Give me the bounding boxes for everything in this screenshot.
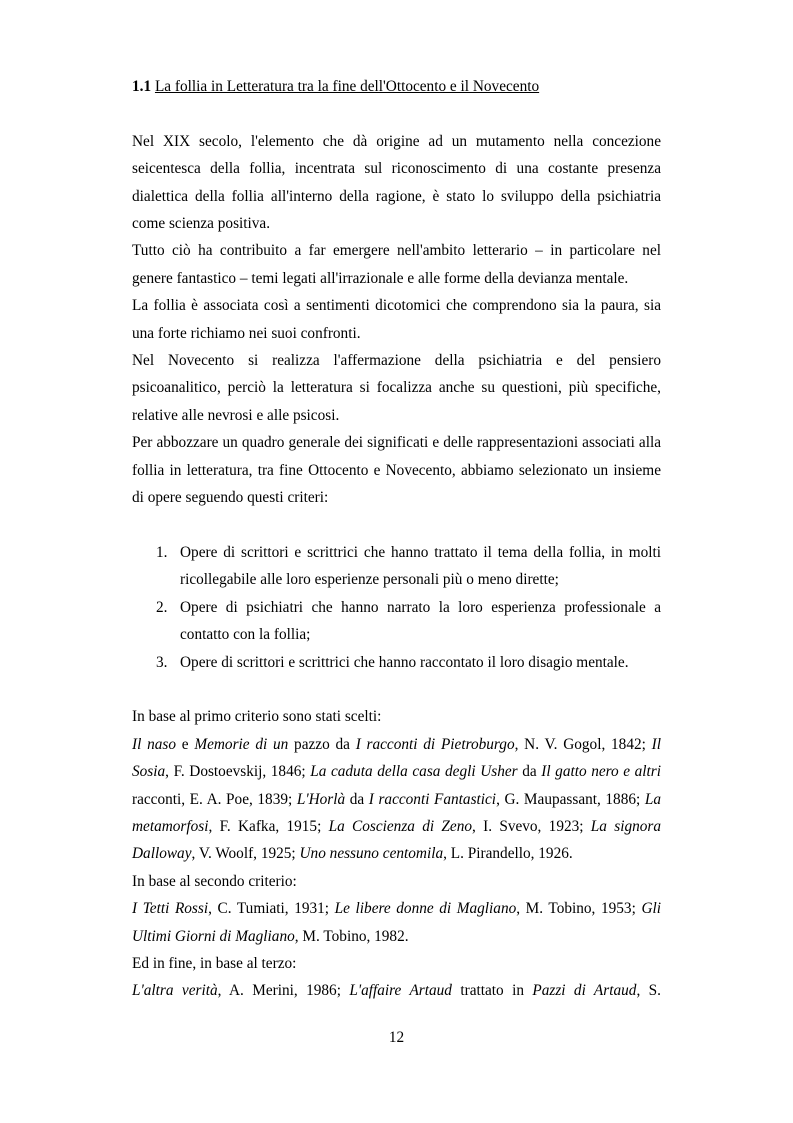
work-title: L'affaire Artaud [349, 982, 452, 1000]
list-item [132, 594, 661, 649]
citation-text: , M. Tobino, 1982. [294, 927, 409, 945]
citation-text: da [345, 790, 369, 808]
work-title: Uno nessuno centomila [299, 845, 444, 863]
citation-text: , I. Svevo, 1923; [472, 817, 591, 835]
paragraph: La follia è associata così a sentimenti dicotomici che comprendono sia la paura, sia una forte richiamo nei suoi confronti. [132, 297, 661, 342]
work-title: La metamorfosi [132, 790, 661, 835]
page-body [132, 73, 661, 1005]
citation-text: pazzo da [288, 735, 356, 753]
paragraph: Nel XIX secolo, l'elemento che dà origine ad un mutamento nella concezione seicentesca della follia, incentrata sul riconoscimento di una costante presenza dialettica della follia all'interno della ragione, è stato lo sviluppo della psichiatria come scienza positiva. [132, 132, 661, 233]
work-title: La caduta della casa degli Usher [310, 763, 518, 781]
citation-text: , C. Tumiati, 1931; [208, 900, 335, 918]
second-criterion-intro: In base al secondo criterio: [132, 872, 297, 890]
criteria-list [132, 539, 661, 676]
third-criterion-works [132, 977, 661, 1004]
paragraph: Per abbozzare un quadro generale dei significati e delle rappresentazioni associati alla follia in letteratura, tra fine Ottocento e Novecento, abbiamo selezionato un insieme di opere seguendo questi criteri: [132, 434, 661, 507]
first-criterion-intro: In base al primo criterio sono stati scelti: [132, 708, 382, 726]
citation-text: , V. Woolf, 1925; [191, 845, 300, 863]
spacer [132, 676, 661, 703]
list-text: Opere di psichiatri che hanno narrato la loro esperienza professionale a contatto con la follia; [180, 598, 661, 644]
list-text: Opere di scrittori e scrittrici che hanno raccontato il loro disagio mentale. [180, 653, 629, 671]
citation-text: racconti, E. A. Poe, 1839; [132, 790, 297, 808]
citation-text: , G. Maupassant, 1886; [496, 790, 645, 808]
second-criterion-works [132, 895, 661, 950]
work-title: Pazzi di Artaud [532, 982, 637, 1000]
work-title: Gli Ultimi Giorni di Magliano [132, 900, 661, 945]
citation-text: e [176, 735, 195, 753]
work-title: I racconti Fantastici [368, 790, 497, 808]
spacer [132, 511, 661, 538]
citation-text: , F. Dostoevskij, 1846; [165, 763, 311, 781]
spacer [132, 100, 661, 127]
list-number: 1. [156, 543, 168, 561]
first-criterion-works [132, 731, 661, 868]
list-item [132, 539, 661, 594]
work-title: I racconti di Pietroburgo [355, 735, 515, 753]
citation-text: , F. Kafka, 1915; [208, 817, 329, 835]
list-item [132, 649, 661, 676]
paragraph: Tutto ciò ha contribuito a far emergere nell'ambito letterario – in particolare nel genere fantastico – temi legati all'irrazionale e alle forme della devianza mentale. [132, 242, 661, 287]
citation-text: , A. Merini, 1986; [217, 982, 350, 1000]
section-number: 1.1 [132, 78, 152, 95]
work-title: La Coscienza di Zeno [328, 817, 472, 835]
citation-text: , L. Pirandello, 1926. [443, 845, 573, 863]
citation-text: , M. Tobino, 1953; [516, 900, 642, 918]
section-heading [132, 73, 661, 100]
list-number: 3. [156, 653, 168, 671]
work-title: Le libere donne di Magliano [334, 900, 517, 918]
work-title: Memorie di un [194, 735, 289, 753]
citation-text: da [517, 763, 542, 781]
paragraph: Nel Novecento si realizza l'affermazione della psichiatria e del pensiero psicoanalitico, perciò la letteratura si focalizza anche su questioni, più specifiche, relative alle nevrosi e alle psicosi. [132, 352, 661, 424]
list-text: Opere di scrittori e scrittrici che hanno trattato il tema della follia, in molti ricollegabile alle loro esperienze personali più o meno dirette; [180, 543, 661, 589]
work-title: L'Horlà [296, 790, 346, 808]
work-title: I Tetti Rossi [132, 900, 209, 918]
citation-text: , S. [636, 982, 661, 1000]
third-criterion-intro: Ed in fine, in base al terzo: [132, 954, 297, 972]
list-number: 2. [156, 598, 168, 616]
work-title: Il Sosia [132, 735, 661, 781]
page-number: 12 [388, 1029, 405, 1046]
work-title: La signora Dalloway [132, 817, 661, 863]
citation-text: trattato in [451, 982, 533, 1000]
work-title: Il naso [132, 735, 177, 753]
section-title: La follia in Letteratura tra la fine dell'Ottocento e il Novecento [154, 78, 540, 95]
work-title: L'altra verità [132, 982, 218, 1000]
citation-text: , N. V. Gogol, 1842; [514, 735, 652, 753]
work-title: Il gatto nero e altri [541, 763, 662, 781]
